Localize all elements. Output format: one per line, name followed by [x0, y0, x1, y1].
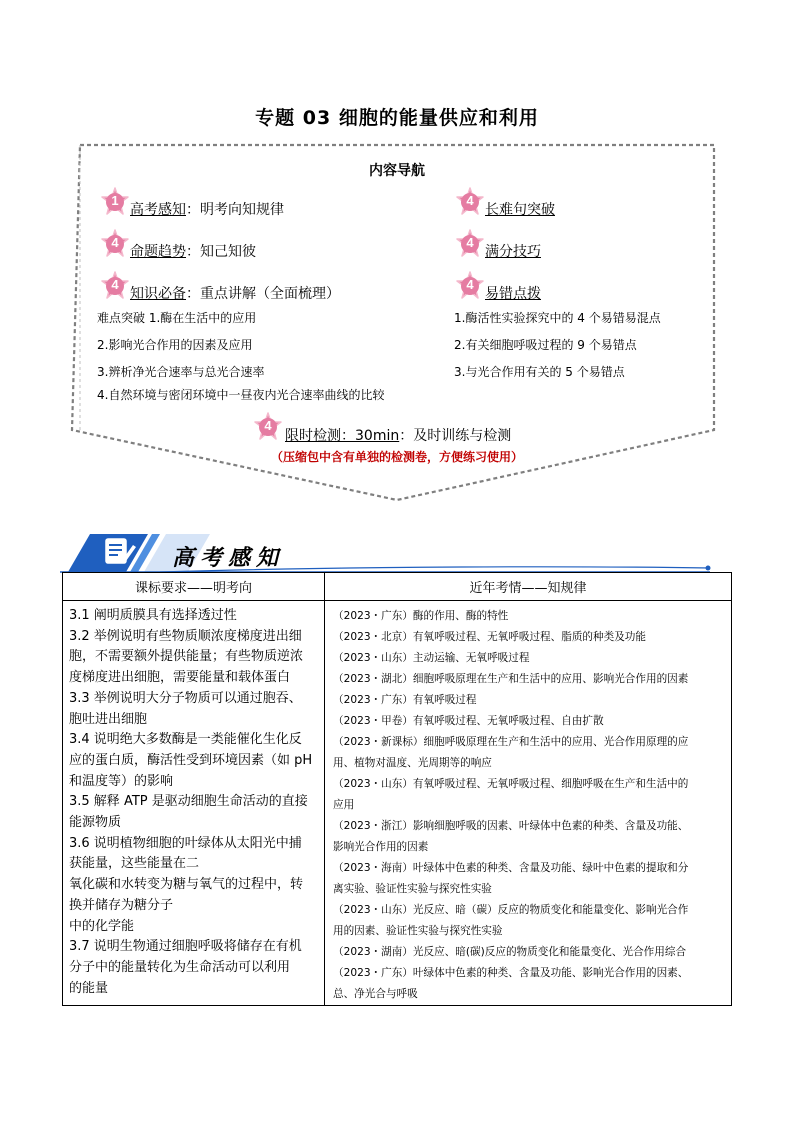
exam-trend-line: （2023・湖南）光反应、暗(碳)反应的物质变化和能量变化、光合作用综合 [333, 946, 687, 958]
exam-trend-line: 总、净光合与呼吸 [333, 988, 418, 1000]
nav-item-timed-test-key: 限时检测：30min [285, 428, 400, 444]
table-header-exam-trends: 近年考情——知规律 [325, 573, 732, 601]
requirement-line: 氧化碳和水转变为糖与氧气的过程中，转 [69, 877, 304, 893]
exam-trend-line: （2023・浙江）影响细胞呼吸的因素、叶绿体中色素的种类、含量及功能、 [333, 820, 689, 832]
requirement-line: 3.4 说明绝大多数酶是一类能催化生化反 [69, 732, 302, 748]
exam-trend-line: （2023・北京）有氧呼吸过程、无氧呼吸过程、脂质的种类及功能 [333, 631, 646, 643]
table-row [63, 601, 732, 1006]
exam-trend-line: （2023・山东）光反应、暗（碳）反应的物质变化和能量变化、影响光合作 [333, 904, 689, 916]
nav-item-knowledge-rest: ：重点讲解（全面梳理） [186, 286, 340, 302]
exam-trend-line: （2023・新课标）细胞呼吸原理在生产和生活中的应用、光合作用原理的应 [333, 736, 689, 748]
requirement-line: 3.3 举例说明大分子物质可以通过胞吞、 [69, 690, 302, 706]
badge-4-icon: 4 [455, 229, 485, 259]
requirement-line: 中的化学能 [69, 918, 135, 934]
nav-item-gaokao-rest: ：明考向知规律 [186, 202, 284, 218]
requirement-line: 3.6 说明植物细胞的叶绿体从太阳光中捕 [69, 835, 302, 851]
nav-item-trend-rest: ：知己知彼 [186, 244, 256, 260]
requirement-line: 分子中的能量转化为生命活动可以利用 [69, 959, 291, 975]
nav-item-trend[interactable] [130, 241, 256, 261]
section-header-graphic [60, 528, 740, 576]
requirement-line: 胞，不需要额外提供能量；有些物质逆浓 [69, 649, 304, 665]
requirements-table [62, 572, 732, 1006]
exam-trends-cell [325, 601, 732, 1006]
nav-item-timed-test[interactable] [285, 425, 511, 445]
nav-item-errors-key: 易错点拨 [485, 286, 541, 302]
nav-item-long-sentence-key: 长难句突破 [485, 202, 555, 218]
requirement-line: 应的蛋白质，酶活性受到环境因素（如 pH [69, 752, 313, 768]
nav-item-skills-key: 满分技巧 [485, 244, 541, 260]
requirement-line: 度梯度进出细胞，需要能量和载体蛋白 [69, 670, 291, 686]
badge-1-icon: 1 [100, 187, 130, 217]
table-header-row [63, 573, 732, 601]
error-point: 1.酶活性实验探究中的 4 个易错易混点 [454, 311, 661, 325]
exam-trend-line: （2023・山东）主动运输、无氧呼吸过程 [333, 652, 530, 664]
table-header-requirements: 课标要求——明考向 [63, 573, 325, 601]
exam-trend-line: 用的因素、验证性实验与探究性实验 [333, 925, 503, 937]
nav-item-errors[interactable] [485, 283, 541, 303]
section-title: 高考感知 [172, 545, 285, 571]
exam-trend-line: 应用 [333, 799, 355, 811]
curriculum-requirements-cell [63, 601, 325, 1006]
nav-item-knowledge[interactable] [130, 283, 340, 303]
nav-item-timed-test-rest: ：及时训练与检测 [399, 428, 512, 444]
requirement-line: 换并储存为糖分子 [69, 897, 174, 913]
exam-trend-line: （2023・广东）有氧呼吸过程 [333, 694, 477, 706]
exam-trend-line: 离实验、验证性实验与探究性实验 [333, 883, 492, 895]
requirement-line: 3.5 解释 ATP 是驱动细胞生命活动的直接 [69, 794, 308, 810]
notepad-pen-icon [103, 535, 137, 567]
exam-trend-line: （2023・广东）叶绿体中色素的种类、含量及功能、影响光合作用的因素、 [333, 967, 689, 979]
exam-trend-line: 用、植物对温度、光周期等的响应 [333, 757, 492, 769]
requirement-line: 胞吐进出细胞 [69, 711, 148, 727]
requirement-line: 和温度等）的影响 [69, 773, 174, 789]
exam-trend-line: （2023・广东）酶的作用、酶的特性 [333, 610, 509, 622]
knowledge-point: 2.影响光合作用的因素及应用 [97, 338, 253, 352]
knowledge-point: 4.自然环境与密闭环境中一昼夜内光合速率曲线的比较 [97, 388, 385, 402]
badge-4-icon: 4 [455, 187, 485, 217]
exam-trend-line: （2023・甲卷）有氧呼吸过程、无氧呼吸过程、自由扩散 [333, 715, 604, 727]
nav-item-knowledge-key: 知识必备 [130, 286, 186, 302]
badge-4-icon: 4 [100, 229, 130, 259]
package-note: （压缩包中含有单独的检测卷，方便练习使用） [270, 450, 523, 464]
badge-4-icon: 4 [253, 412, 283, 442]
nav-item-skills[interactable] [485, 241, 541, 261]
page-title: 专题 03 细胞的能量供应和利用 [255, 107, 539, 129]
badge-4-icon: 4 [100, 271, 130, 301]
exam-trend-line: （2023・山东）有氧呼吸过程、无氧呼吸过程、细胞呼吸在生产和生活中的 [333, 778, 689, 790]
requirement-line: 3.2 举例说明有些物质顺浓度梯度进出细 [69, 628, 302, 644]
exam-trend-line: （2023・海南）叶绿体中色素的种类、含量及功能、绿叶中色素的提取和分 [333, 862, 689, 874]
error-point: 2.有关细胞呼吸过程的 9 个易错点 [454, 338, 637, 352]
requirement-line: 能源物质 [69, 815, 122, 831]
badge-4-icon: 4 [455, 271, 485, 301]
nav-item-gaokao-key: 高考感知 [130, 202, 186, 218]
exam-trend-line: （2023・湖北）细胞呼吸原理在生产和生活中的应用、影响光合作用的因素 [333, 673, 689, 685]
nav-item-long-sentence[interactable] [485, 199, 555, 219]
knowledge-point: 难点突破 1.酶在生活中的应用 [97, 311, 257, 325]
error-point: 3.与光合作用有关的 5 个易错点 [454, 365, 625, 379]
nav-item-trend-key: 命题趋势 [130, 244, 186, 260]
requirement-line: 的能量 [69, 980, 109, 996]
nav-heading: 内容导航 [369, 163, 425, 179]
exam-trend-line: 影响光合作用的因素 [333, 841, 429, 853]
knowledge-point: 3.辨析净光合速率与总光合速率 [97, 365, 265, 379]
requirement-line: 获能量，这些能量在二 [69, 856, 200, 872]
requirement-line: 3.1 阐明质膜具有选择透过性 [69, 608, 237, 623]
requirement-line: 3.7 说明生物通过细胞呼吸将储存在有机 [69, 939, 302, 955]
nav-item-gaokao[interactable] [130, 199, 284, 219]
